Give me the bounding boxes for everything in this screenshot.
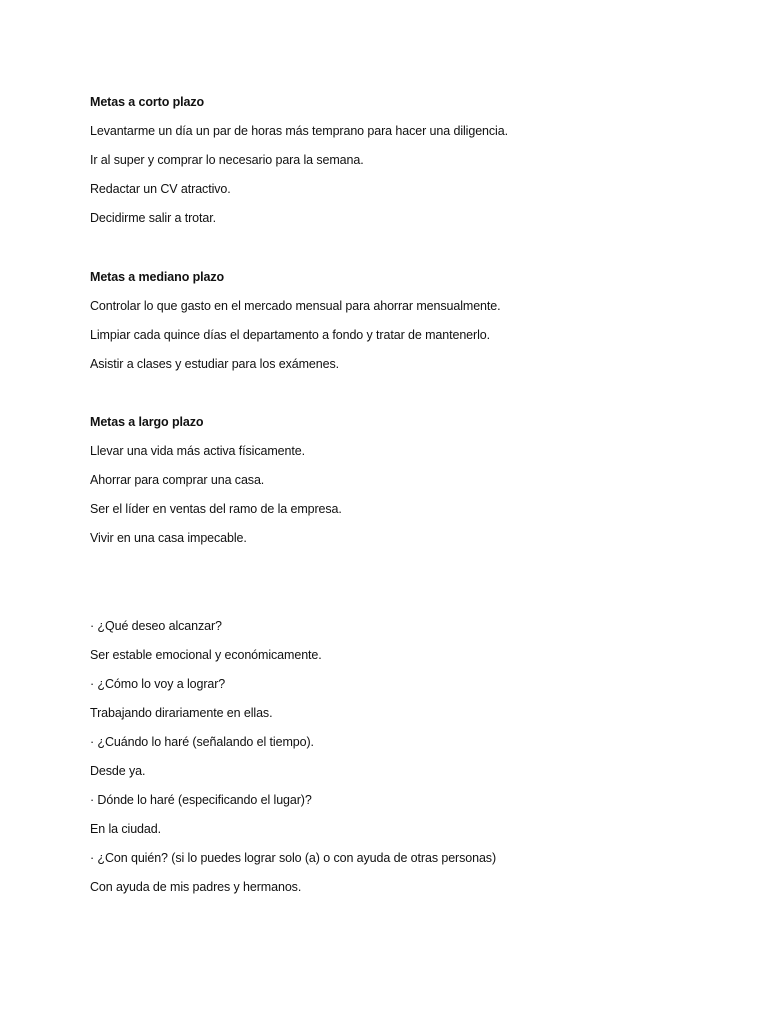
long-term-item: Ser el líder en ventas del ramo de la empresa. [90,502,342,516]
answer: Desde ya. [90,764,146,778]
medium-term-item: Limpiar cada quince días el departamento a fondo y tratar de mantenerlo. [90,328,490,342]
short-term-item: Levantarme un día un par de horas más temprano para hacer una diligencia. [90,124,508,138]
question: · ¿Cuándo lo haré (señalando el tiempo). [90,735,314,749]
answer: Ser estable emocional y económicamente. [90,648,322,662]
question: · ¿Cómo lo voy a lograr? [90,677,226,691]
question: · ¿Qué deseo alcanzar? [90,619,222,633]
medium-term-item: Asistir a clases y estudiar para los exámenes. [90,357,339,371]
long-term-item: Vivir en una casa impecable. [90,531,247,545]
question: · Dónde lo haré (especificando el lugar)? [90,793,312,807]
answer: Trabajando dirariamente en ellas. [90,706,273,720]
medium-term-heading: Metas a mediano plazo [90,270,225,284]
answer: En la ciudad. [90,822,161,836]
short-term-item: Ir al super y comprar lo necesario para la semana. [90,153,364,167]
long-term-item: Ahorrar para comprar una casa. [90,473,265,487]
short-term-item: Redactar un CV atractivo. [90,182,231,196]
short-term-item: Decidirme salir a trotar. [90,211,217,225]
short-term-heading: Metas a corto plazo [90,95,205,109]
medium-term-item: Controlar lo que gasto en el mercado mensual para ahorrar mensualmente. [90,299,501,313]
long-term-item: Llevar una vida más activa físicamente. [90,444,305,458]
long-term-heading: Metas a largo plazo [90,415,204,429]
answer: Con ayuda de mis padres y hermanos. [90,880,302,894]
question: · ¿Con quién? (si lo puedes lograr solo (a) o con ayuda de otras personas) [90,851,497,865]
